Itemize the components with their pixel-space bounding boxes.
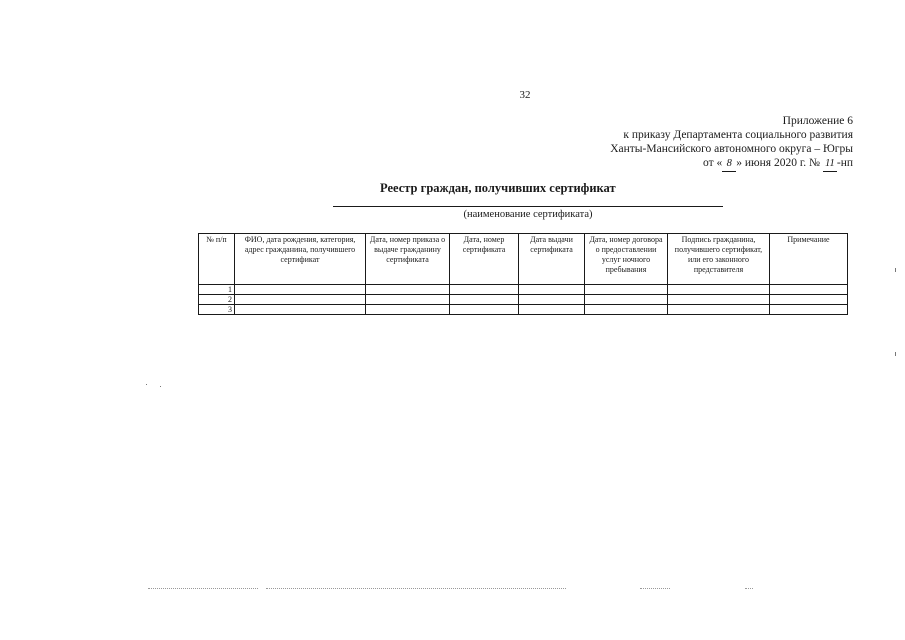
appendix-title: Приложение 6 xyxy=(782,115,853,127)
handwritten-order-number: 11 xyxy=(823,157,837,172)
scan-dotted-line xyxy=(640,588,670,590)
certificate-name-line xyxy=(333,206,723,207)
table-cell xyxy=(519,285,585,295)
document-title: Реестр граждан, получивших сертификат xyxy=(380,181,616,195)
date-prefix: от « xyxy=(703,157,723,169)
date-middle: » июня 2020 г. № xyxy=(736,157,820,169)
table-cell xyxy=(519,305,585,315)
appendix-date-line xyxy=(610,156,853,172)
table-cell xyxy=(366,305,450,315)
table-cell xyxy=(770,295,848,305)
table-cell: 1 xyxy=(199,285,235,295)
scan-speck xyxy=(146,384,147,385)
table-row xyxy=(199,305,848,315)
date-suffix: -нп xyxy=(836,157,853,169)
column-header: ФИО, дата рождения, категория, адрес гражданина, получившего сертификат xyxy=(235,234,366,285)
table-cell xyxy=(668,285,770,295)
table-header-row xyxy=(199,234,848,285)
appendix-region: Ханты-Мансийского автономного округа – Югры xyxy=(610,143,853,155)
table-cell xyxy=(770,305,848,315)
table-cell xyxy=(585,305,668,315)
scan-dotted-line xyxy=(745,588,753,590)
table-cell xyxy=(235,305,366,315)
scan-speck xyxy=(160,386,161,387)
table-cell: 3 xyxy=(199,305,235,315)
column-header: Дата, номер сертификата xyxy=(450,234,519,285)
column-header: Дата, номер договора о предоставлении услуг ночного пребывания xyxy=(585,234,668,285)
table-cell xyxy=(235,295,366,305)
table-row xyxy=(199,285,848,295)
table-cell xyxy=(519,295,585,305)
table-cell xyxy=(668,295,770,305)
scan-speck xyxy=(895,352,896,356)
certificate-name-caption: (наименование сертификата) xyxy=(463,209,593,220)
scan-dotted-line xyxy=(148,588,258,590)
column-header: Дата, номер приказа о выдаче гражданину сертификата xyxy=(366,234,450,285)
column-header: Дата выдачи сертификата xyxy=(519,234,585,285)
table-cell xyxy=(450,305,519,315)
table-cell xyxy=(585,285,668,295)
scan-dotted-line xyxy=(266,588,566,590)
page-number: 32 xyxy=(519,89,531,101)
table-cell xyxy=(585,295,668,305)
table-cell xyxy=(450,295,519,305)
registry-table xyxy=(198,233,848,315)
table-cell xyxy=(770,285,848,295)
handwritten-day: 8 xyxy=(722,157,736,172)
table-cell xyxy=(366,295,450,305)
table-cell xyxy=(235,285,366,295)
appendix-header xyxy=(610,114,853,172)
table-cell xyxy=(366,285,450,295)
column-header: № п/п xyxy=(199,234,235,285)
table-cell: 2 xyxy=(199,295,235,305)
table-cell xyxy=(668,305,770,315)
column-header: Примечание xyxy=(770,234,848,285)
table-row xyxy=(199,295,848,305)
table-cell xyxy=(450,285,519,295)
column-header: Подпись гражданина, получившего сертификат, или его законного представителя xyxy=(668,234,770,285)
scan-speck xyxy=(895,268,896,272)
appendix-order-ref: к приказу Департамента социального развития xyxy=(623,129,853,141)
